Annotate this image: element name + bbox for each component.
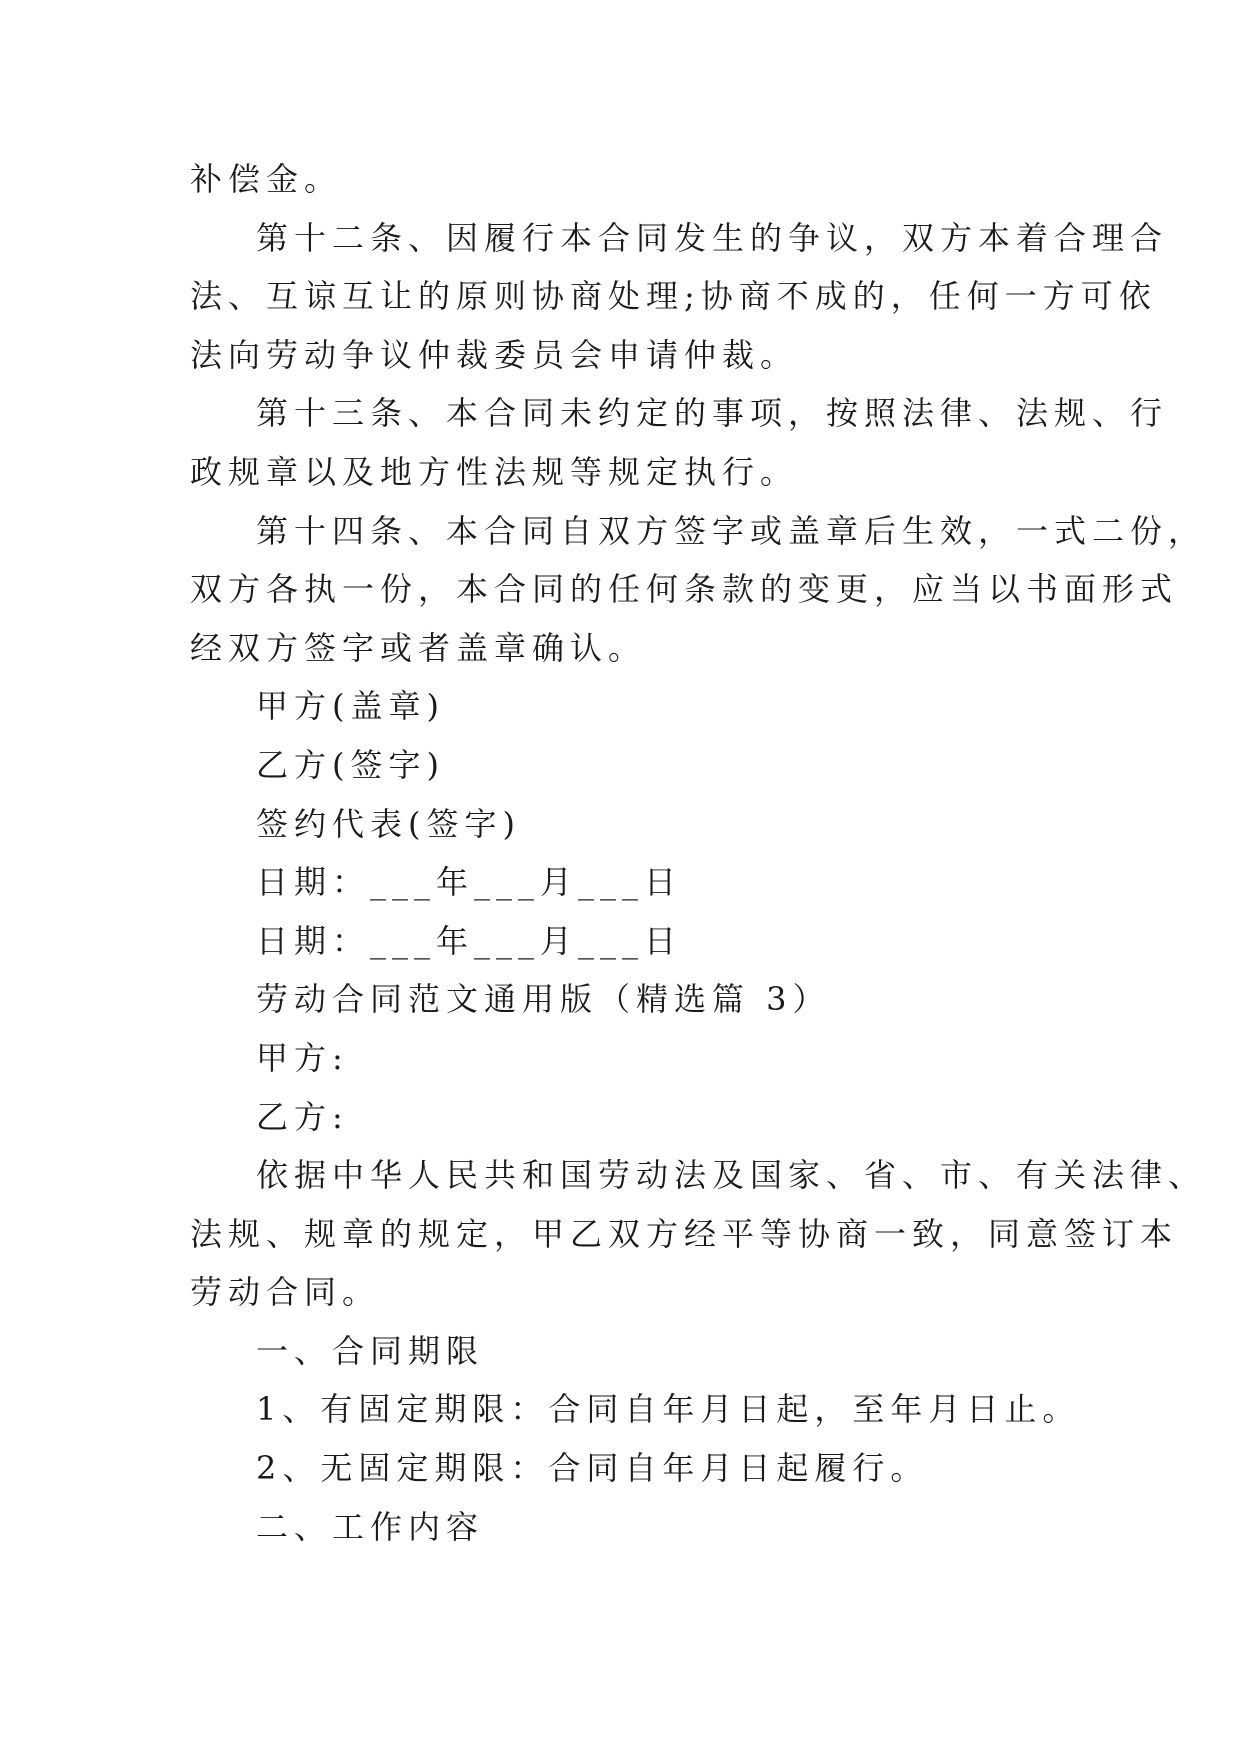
heading-contract-term: 一、合同期限 — [256, 1331, 485, 1370]
preamble-line: 依据中华人民共和国劳动法及国家、省、市、有关法律、 — [256, 1156, 1207, 1195]
party-b-signature-line: 乙方(签字) — [256, 745, 445, 784]
text-line: 补偿金。 — [190, 160, 343, 198]
text-line: 经双方签字或者盖章确认。 — [190, 628, 647, 667]
text-line: 法向劳动争议仲裁委员会申请仲裁。 — [190, 335, 799, 374]
clause-14-line: 第十四条、本合同自双方签字或盖章后生效，一式二份， — [256, 511, 1207, 550]
text-line: 劳动合同。 — [190, 1273, 381, 1312]
clause-12-line: 第十二条、因履行本合同发生的争议，双方本着合理合 — [256, 218, 1169, 257]
fixed-term-line: 1、有固定期限：合同自年月日起，至年月日止。 — [256, 1390, 1081, 1429]
party-b-line: 乙方: — [256, 1097, 349, 1136]
text-line: 双方各执一份，本合同的任何条款的变更，应当以书面形式 — [190, 570, 1179, 609]
section-title: 劳动合同范文通用版（精选篇 3） — [256, 980, 831, 1019]
text-line: 法规、规章的规定，甲乙双方经平等协商一致，同意签订本 — [190, 1214, 1179, 1253]
document-page — [190, 150, 1207, 1556]
date-line: 日期：___年___月___日 — [256, 921, 683, 960]
representative-signature-line: 签约代表(签字) — [256, 804, 521, 843]
text-line: 政规章以及地方性法规等规定执行。 — [190, 452, 799, 491]
clause-13-line: 第十三条、本合同未约定的事项，按照法律、法规、行 — [256, 394, 1169, 433]
text-line: 法、互谅互让的原则协商处理;协商不成的，任何一方可依 — [190, 277, 1157, 316]
party-a-line: 甲方: — [256, 1038, 349, 1077]
date-line: 日期：___年___月___日 — [256, 863, 683, 902]
party-a-seal-line: 甲方(盖章) — [256, 687, 445, 726]
heading-work-content: 二、工作内容 — [256, 1507, 485, 1546]
open-term-line: 2、无固定期限：合同自年月日起履行。 — [256, 1449, 929, 1488]
